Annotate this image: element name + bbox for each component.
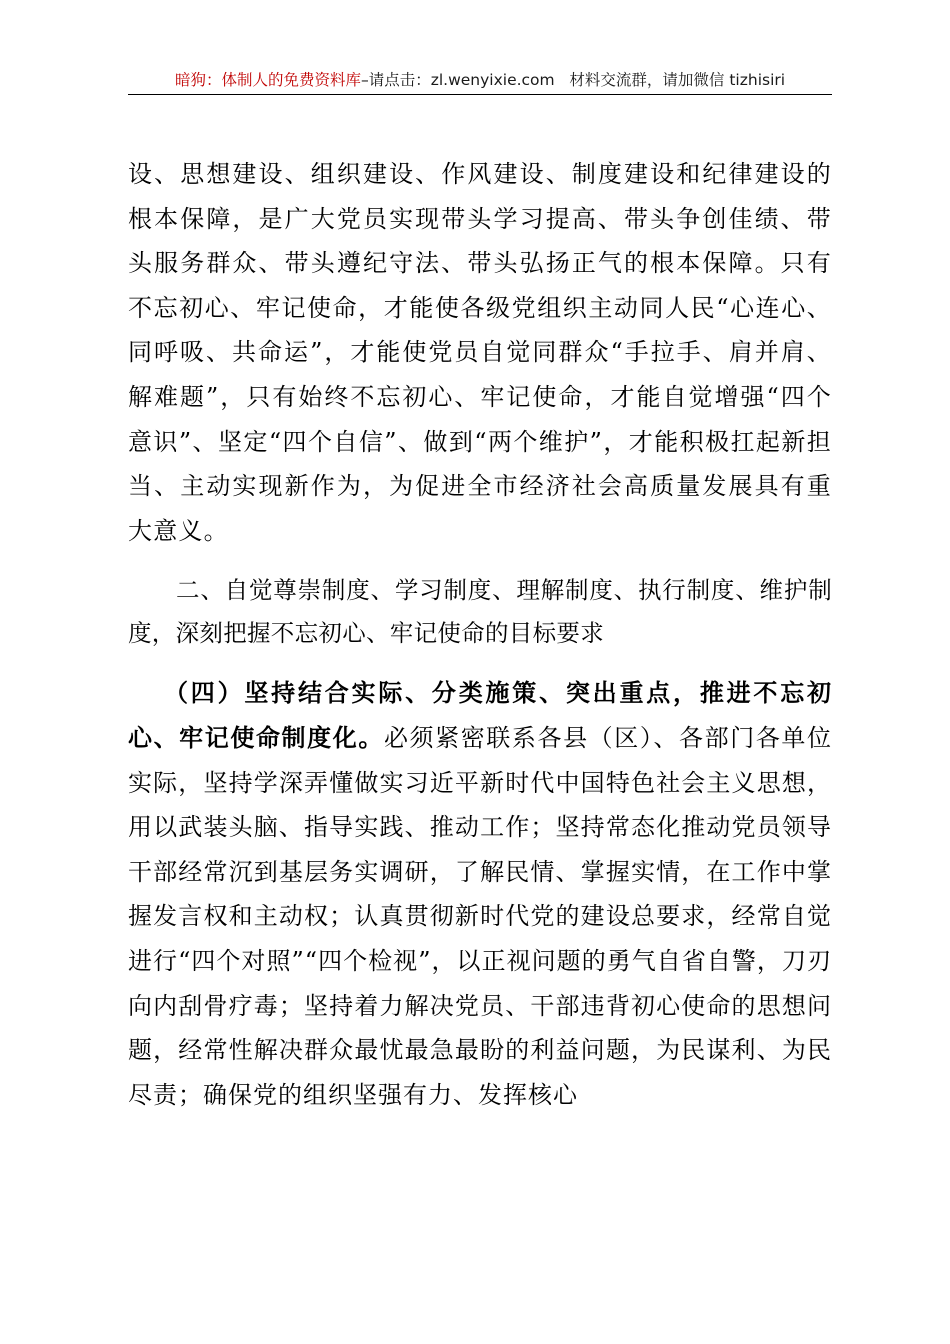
header-contact-note: 材料交流群，请加微信 tizhisiri	[569, 71, 786, 89]
header-site-label: 暗狗：体制人的免费资料库	[174, 71, 361, 89]
header-click-prompt[interactable]: –请点击：zl.wenyixie.com	[360, 71, 555, 89]
body-paragraph-1: 设、思想建设、组织建设、作风建设、制度建设和纪律建设的根本保障，是广大党员实现带头学习提高、带头争创佳绩、带头服务群众、带头遵纪守法、带头弘扬正气的根本保障。只有不忘初心、牢记使命，才能使各级党组织主动同人民“心连心、同呼吸、共命运”，才能使党员自觉同群众“手拉手、肩并肩、解难题”，只有始终不忘初心、牢记使命，才能自觉增强“四个意识”、坚定“四个自信”、做到“两个维护”，才能积极扛起新担当、主动实现新作为，为促进全市经济社会高质量发展具有重大意义。	[128, 160, 832, 545]
page-header	[128, 66, 832, 95]
paragraph-3-body: 必须紧密联系各县（区）、各部门各单位实际，坚持学深弄懂做实习近平新时代中国特色社会主义思想，用以武装头脑、指导实践、推动工作；坚持常态化推动党员领导干部经常沉到基层务实调研，了解民情、掌握实情，在工作中掌握发言权和主动权；认真贯彻新时代党的建设总要求，经常自觉进行“四个对照”“四个检视”，以正视问题的勇气自省自警，刀刃向内刮骨疗毒；坚持着力解决党员、干部违背初心使命的思想问题，经常性解决群众最忧最急最盼的利益问题，为民谋利、为民尽责；确保党的组织坚强有力、发挥核心	[128, 723, 833, 1109]
document-body	[128, 152, 832, 1117]
paragraph-3-lead: （四）坚持结合实际、分类施策、突出重点，推进不忘初心、牢记使命制度化。	[128, 678, 832, 752]
body-paragraph-3	[128, 671, 832, 1117]
section-heading: 二、自觉尊崇制度、学习制度、理解制度、执行制度、维护制度，深刻把握不忘初心、牢记使命的目标要求	[128, 576, 832, 648]
